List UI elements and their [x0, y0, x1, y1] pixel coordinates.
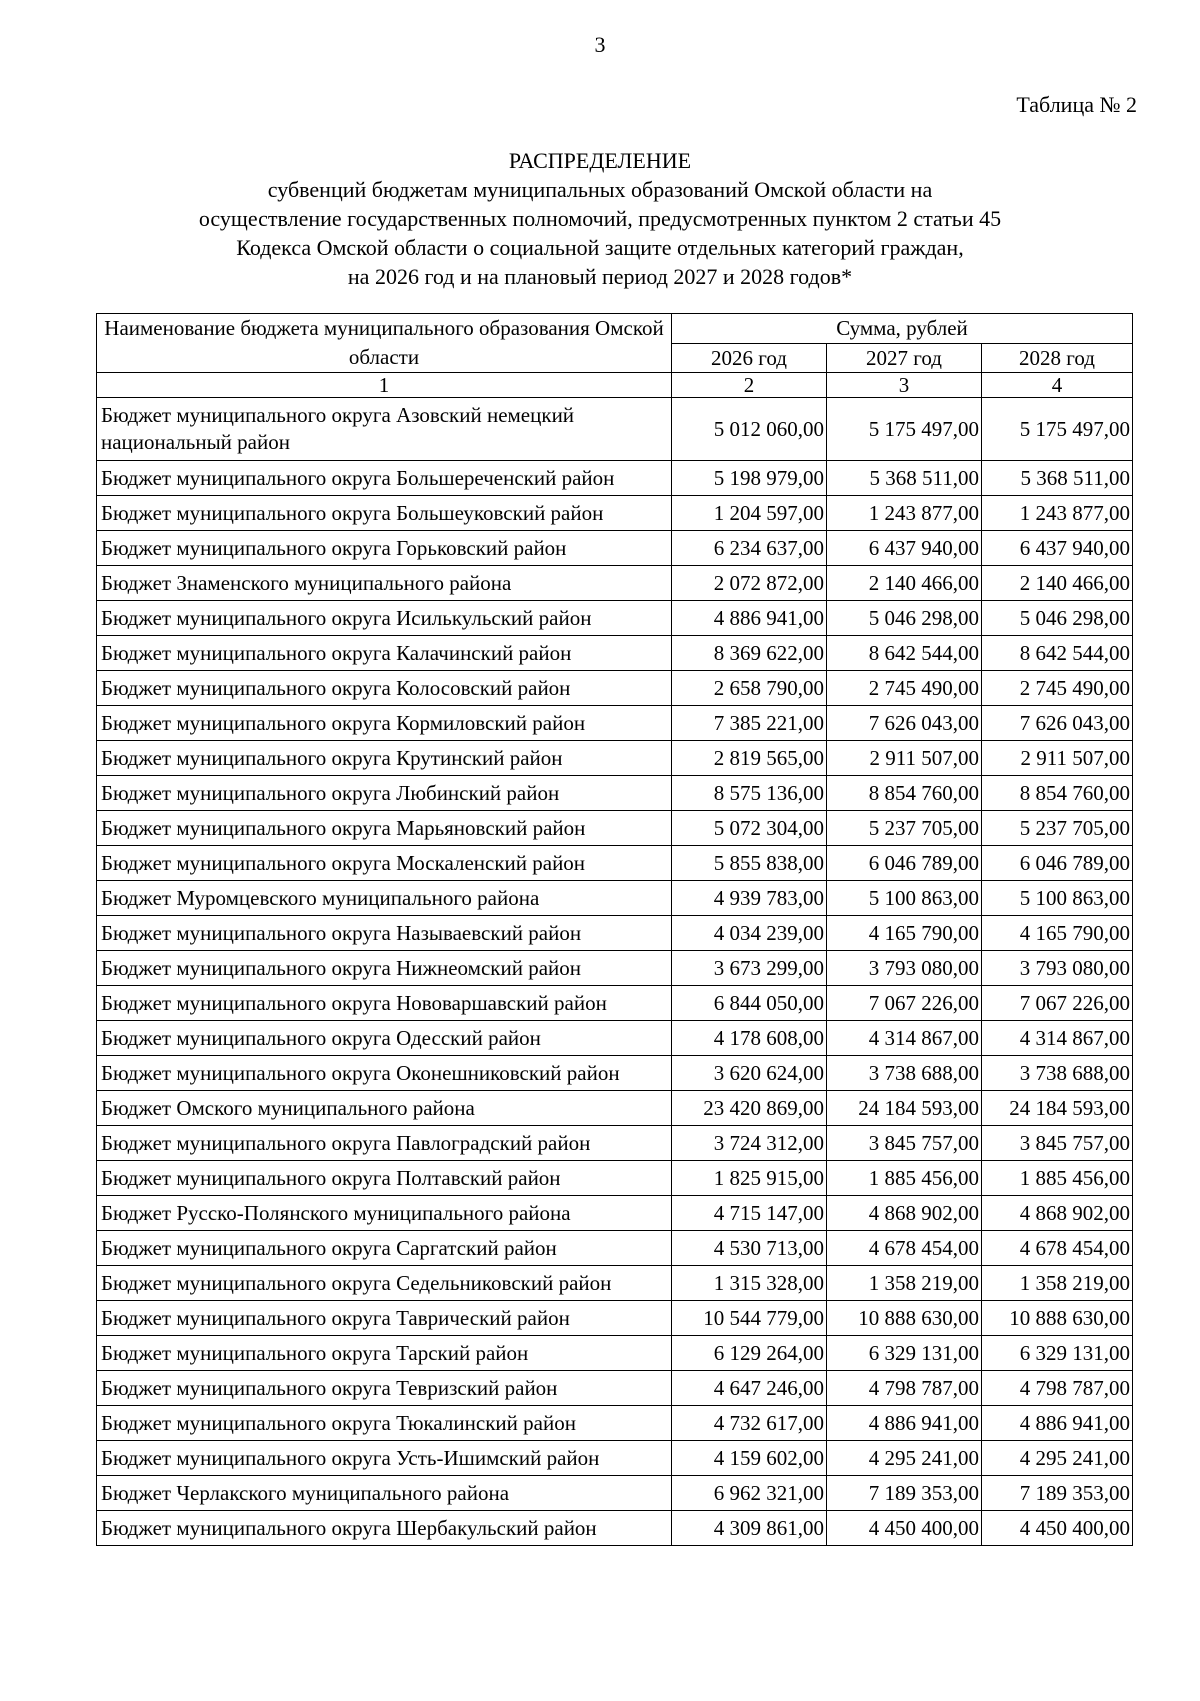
- budget-name-cell: Бюджет муниципального округа Кормиловский район: [97, 706, 672, 741]
- title-line: осуществление государственных полномочий, предусмотренных пунктом 2 статьи 45: [198, 206, 1002, 231]
- table-row: [97, 461, 1133, 496]
- year-header-2028: 2028 год: [982, 343, 1133, 373]
- budget-name-cell: Бюджет Омского муниципального района: [97, 1091, 672, 1126]
- amount-2028-cell: 4 314 867,00: [982, 1021, 1133, 1056]
- amount-2028-cell: 2 911 507,00: [982, 741, 1133, 776]
- table-row: [97, 1161, 1133, 1196]
- amount-2026-cell: 5 198 979,00: [672, 461, 827, 496]
- table-row: [97, 636, 1133, 671]
- document-title: [0, 146, 1200, 291]
- amount-2027-cell: 10 888 630,00: [827, 1301, 982, 1336]
- budget-name-cell: Бюджет муниципального округа Тарский район: [97, 1336, 672, 1371]
- table-row: [97, 706, 1133, 741]
- column-number: 3: [827, 373, 982, 398]
- amount-2027-cell: 7 067 226,00: [827, 986, 982, 1021]
- amount-2027-cell: 4 868 902,00: [827, 1196, 982, 1231]
- amount-2026-cell: 4 530 713,00: [672, 1231, 827, 1266]
- distribution-table: [96, 313, 1133, 1546]
- budget-name-cell: Бюджет Знаменского муниципального района: [97, 566, 672, 601]
- table-row: [97, 1091, 1133, 1126]
- budget-name-cell: Бюджет Русско-Полянского муниципального района: [97, 1196, 672, 1231]
- budget-name-cell: Бюджет муниципального округа Марьяновский район: [97, 811, 672, 846]
- amount-2027-cell: 7 626 043,00: [827, 706, 982, 741]
- amount-2027-cell: 3 845 757,00: [827, 1126, 982, 1161]
- title-line: на 2026 год и на плановый период 2027 и 2028 годов*: [347, 264, 853, 289]
- table-number: Таблица № 2: [1016, 92, 1137, 117]
- budget-name-cell: Бюджет муниципального округа Крутинский район: [97, 741, 672, 776]
- budget-name-cell: Бюджет муниципального округа Колосовский район: [97, 671, 672, 706]
- column-number: 1: [97, 373, 672, 398]
- amount-2027-cell: 8 642 544,00: [827, 636, 982, 671]
- year-header-2027: 2027 год: [827, 343, 982, 373]
- amount-2028-cell: 6 437 940,00: [982, 531, 1133, 566]
- budget-name-cell: Бюджет муниципального округа Тюкалинский район: [97, 1406, 672, 1441]
- amount-2027-cell: 1 243 877,00: [827, 496, 982, 531]
- title-line: субвенций бюджетам муниципальных образований Омской области на: [267, 177, 933, 202]
- budget-name-cell: Бюджет муниципального округа Одесский район: [97, 1021, 672, 1056]
- amount-2027-cell: 5 237 705,00: [827, 811, 982, 846]
- title-line: Кодекса Омской области о социальной защите отдельных категорий граждан,: [236, 235, 964, 260]
- budget-name-cell: Бюджет муниципального округа Азовский немецкий национальный район: [97, 398, 672, 461]
- amount-2027-cell: 6 329 131,00: [827, 1336, 982, 1371]
- budget-name-cell: Бюджет муниципального округа Таврический район: [97, 1301, 672, 1336]
- table-row: [97, 741, 1133, 776]
- amount-2027-cell: 4 314 867,00: [827, 1021, 982, 1056]
- amount-2027-cell: 4 165 790,00: [827, 916, 982, 951]
- amount-2027-cell: 6 046 789,00: [827, 846, 982, 881]
- budget-name-cell: Бюджет муниципального округа Калачинский район: [97, 636, 672, 671]
- amount-2028-cell: 4 798 787,00: [982, 1371, 1133, 1406]
- amount-2026-cell: 6 234 637,00: [672, 531, 827, 566]
- amount-2028-cell: 2 745 490,00: [982, 671, 1133, 706]
- amount-2028-cell: 4 886 941,00: [982, 1406, 1133, 1441]
- amount-2026-cell: 4 715 147,00: [672, 1196, 827, 1231]
- amount-2027-cell: 5 175 497,00: [827, 398, 982, 461]
- table-row: [97, 566, 1133, 601]
- budget-name-cell: Бюджет муниципального округа Называевский район: [97, 916, 672, 951]
- amount-2026-cell: 4 647 246,00: [672, 1371, 827, 1406]
- table-body: [97, 398, 1133, 1546]
- amount-2026-cell: 4 178 608,00: [672, 1021, 827, 1056]
- page-number: 3: [594, 32, 606, 57]
- amount-2027-cell: 4 798 787,00: [827, 1371, 982, 1406]
- amount-2028-cell: 1 885 456,00: [982, 1161, 1133, 1196]
- budget-name-cell: Бюджет муниципального округа Нижнеомский район: [97, 951, 672, 986]
- amount-2028-cell: 4 295 241,00: [982, 1441, 1133, 1476]
- amount-2027-cell: 4 450 400,00: [827, 1511, 982, 1546]
- table-row: [97, 916, 1133, 951]
- amount-2027-cell: 6 437 940,00: [827, 531, 982, 566]
- budget-name-cell: Бюджет Муромцевского муниципального района: [97, 881, 672, 916]
- budget-name-cell: Бюджет муниципального округа Исилькульский район: [97, 601, 672, 636]
- amount-2027-cell: 1 358 219,00: [827, 1266, 982, 1301]
- budget-name-cell: Бюджет Черлакского муниципального района: [97, 1476, 672, 1511]
- amount-2026-cell: 4 886 941,00: [672, 601, 827, 636]
- amount-2026-cell: 5 012 060,00: [672, 398, 827, 461]
- amount-2027-cell: 7 189 353,00: [827, 1476, 982, 1511]
- budget-name-cell: Бюджет муниципального округа Горьковский район: [97, 531, 672, 566]
- budget-name-cell: Бюджет муниципального округа Усть-Ишимский район: [97, 1441, 672, 1476]
- table-row: [97, 601, 1133, 636]
- table-row: [97, 1266, 1133, 1301]
- amount-2028-cell: 6 329 131,00: [982, 1336, 1133, 1371]
- amount-2026-cell: 3 673 299,00: [672, 951, 827, 986]
- amount-2026-cell: 5 855 838,00: [672, 846, 827, 881]
- amount-2027-cell: 4 678 454,00: [827, 1231, 982, 1266]
- table-row: [97, 881, 1133, 916]
- amount-2028-cell: 7 189 353,00: [982, 1476, 1133, 1511]
- table-row: [97, 986, 1133, 1021]
- amount-2028-cell: 10 888 630,00: [982, 1301, 1133, 1336]
- amount-2026-cell: 8 369 622,00: [672, 636, 827, 671]
- amount-2027-cell: 5 100 863,00: [827, 881, 982, 916]
- table-row: [97, 1476, 1133, 1511]
- amount-2028-cell: 1 243 877,00: [982, 496, 1133, 531]
- amount-2028-cell: 5 237 705,00: [982, 811, 1133, 846]
- table-row: [97, 1406, 1133, 1441]
- amount-2028-cell: 5 175 497,00: [982, 398, 1133, 461]
- title-heading: РАСПРЕДЕЛЕНИЕ: [508, 148, 692, 173]
- budget-name-cell: Бюджет муниципального округа Москаленский район: [97, 846, 672, 881]
- amount-2026-cell: 3 724 312,00: [672, 1126, 827, 1161]
- amount-2028-cell: 7 067 226,00: [982, 986, 1133, 1021]
- amount-2028-cell: 3 793 080,00: [982, 951, 1133, 986]
- amount-2026-cell: 6 129 264,00: [672, 1336, 827, 1371]
- amount-2028-cell: 8 642 544,00: [982, 636, 1133, 671]
- year-header-2026: 2026 год: [672, 343, 827, 373]
- table-row: [97, 1441, 1133, 1476]
- table-row: [97, 1301, 1133, 1336]
- amount-2028-cell: 5 368 511,00: [982, 461, 1133, 496]
- amount-2026-cell: 2 072 872,00: [672, 566, 827, 601]
- table-row: [97, 671, 1133, 706]
- amount-2027-cell: 3 793 080,00: [827, 951, 982, 986]
- amount-2028-cell: 2 140 466,00: [982, 566, 1133, 601]
- table-row: [97, 1196, 1133, 1231]
- amount-2027-cell: 4 295 241,00: [827, 1441, 982, 1476]
- budget-name-cell: Бюджет муниципального округа Тевризский район: [97, 1371, 672, 1406]
- budget-name-cell: Бюджет муниципального округа Седельниковский район: [97, 1266, 672, 1301]
- amount-2028-cell: 3 845 757,00: [982, 1126, 1133, 1161]
- amount-2026-cell: 8 575 136,00: [672, 776, 827, 811]
- table-row: [97, 496, 1133, 531]
- amount-2028-cell: 1 358 219,00: [982, 1266, 1133, 1301]
- amount-2028-cell: 7 626 043,00: [982, 706, 1133, 741]
- table-row: [97, 776, 1133, 811]
- amount-2026-cell: 4 034 239,00: [672, 916, 827, 951]
- amount-2028-cell: 4 450 400,00: [982, 1511, 1133, 1546]
- amount-2026-cell: 4 939 783,00: [672, 881, 827, 916]
- amount-2026-cell: 7 385 221,00: [672, 706, 827, 741]
- amount-2027-cell: 5 046 298,00: [827, 601, 982, 636]
- amount-2026-cell: 1 204 597,00: [672, 496, 827, 531]
- amount-2026-cell: 10 544 779,00: [672, 1301, 827, 1336]
- amount-2026-cell: 1 315 328,00: [672, 1266, 827, 1301]
- amount-2026-cell: 4 309 861,00: [672, 1511, 827, 1546]
- amount-2026-cell: 3 620 624,00: [672, 1056, 827, 1091]
- amount-2026-cell: 4 159 602,00: [672, 1441, 827, 1476]
- budget-name-cell: Бюджет муниципального округа Павлоградский район: [97, 1126, 672, 1161]
- amount-2027-cell: 24 184 593,00: [827, 1091, 982, 1126]
- amount-2027-cell: 2 140 466,00: [827, 566, 982, 601]
- table-row: [97, 811, 1133, 846]
- amount-2026-cell: 6 962 321,00: [672, 1476, 827, 1511]
- amount-2027-cell: 2 911 507,00: [827, 741, 982, 776]
- table-row: [97, 1511, 1133, 1546]
- amount-2028-cell: 5 100 863,00: [982, 881, 1133, 916]
- amount-2026-cell: 1 825 915,00: [672, 1161, 827, 1196]
- amount-2027-cell: 8 854 760,00: [827, 776, 982, 811]
- amount-2027-cell: 1 885 456,00: [827, 1161, 982, 1196]
- table-row: [97, 1336, 1133, 1371]
- amount-2028-cell: 4 678 454,00: [982, 1231, 1133, 1266]
- budget-name-cell: Бюджет муниципального округа Полтавский район: [97, 1161, 672, 1196]
- amount-2028-cell: 4 868 902,00: [982, 1196, 1133, 1231]
- table-row: [97, 531, 1133, 566]
- amount-2027-cell: 3 738 688,00: [827, 1056, 982, 1091]
- amount-2028-cell: 4 165 790,00: [982, 916, 1133, 951]
- budget-name-cell: Бюджет муниципального округа Саргатский район: [97, 1231, 672, 1266]
- budget-name-cell: Бюджет муниципального округа Большереченский район: [97, 461, 672, 496]
- sum-column-header: Сумма, рублей: [672, 314, 1133, 344]
- amount-2026-cell: 2 658 790,00: [672, 671, 827, 706]
- table-row: [97, 951, 1133, 986]
- column-number: 4: [982, 373, 1133, 398]
- table-row: [97, 398, 1133, 461]
- table-row: [97, 1231, 1133, 1266]
- amount-2028-cell: 6 046 789,00: [982, 846, 1133, 881]
- amount-2027-cell: 4 886 941,00: [827, 1406, 982, 1441]
- table-row: [97, 1021, 1133, 1056]
- table-row: [97, 1371, 1133, 1406]
- amount-2028-cell: 24 184 593,00: [982, 1091, 1133, 1126]
- amount-2028-cell: 5 046 298,00: [982, 601, 1133, 636]
- name-column-header: Наименование бюджета муниципального образования Омской области: [97, 314, 672, 373]
- amount-2026-cell: 4 732 617,00: [672, 1406, 827, 1441]
- table-row: [97, 1056, 1133, 1091]
- amount-2028-cell: 3 738 688,00: [982, 1056, 1133, 1091]
- amount-2026-cell: 2 819 565,00: [672, 741, 827, 776]
- table-row: [97, 1126, 1133, 1161]
- table-row: [97, 846, 1133, 881]
- amount-2027-cell: 2 745 490,00: [827, 671, 982, 706]
- column-number: 2: [672, 373, 827, 398]
- amount-2026-cell: 5 072 304,00: [672, 811, 827, 846]
- budget-name-cell: Бюджет муниципального округа Любинский район: [97, 776, 672, 811]
- budget-name-cell: Бюджет муниципального округа Большеуковский район: [97, 496, 672, 531]
- budget-name-cell: Бюджет муниципального округа Шербакульский район: [97, 1511, 672, 1546]
- amount-2026-cell: 6 844 050,00: [672, 986, 827, 1021]
- amount-2028-cell: 8 854 760,00: [982, 776, 1133, 811]
- budget-name-cell: Бюджет муниципального округа Нововаршавский район: [97, 986, 672, 1021]
- budget-name-cell: Бюджет муниципального округа Оконешниковский район: [97, 1056, 672, 1091]
- amount-2026-cell: 23 420 869,00: [672, 1091, 827, 1126]
- amount-2027-cell: 5 368 511,00: [827, 461, 982, 496]
